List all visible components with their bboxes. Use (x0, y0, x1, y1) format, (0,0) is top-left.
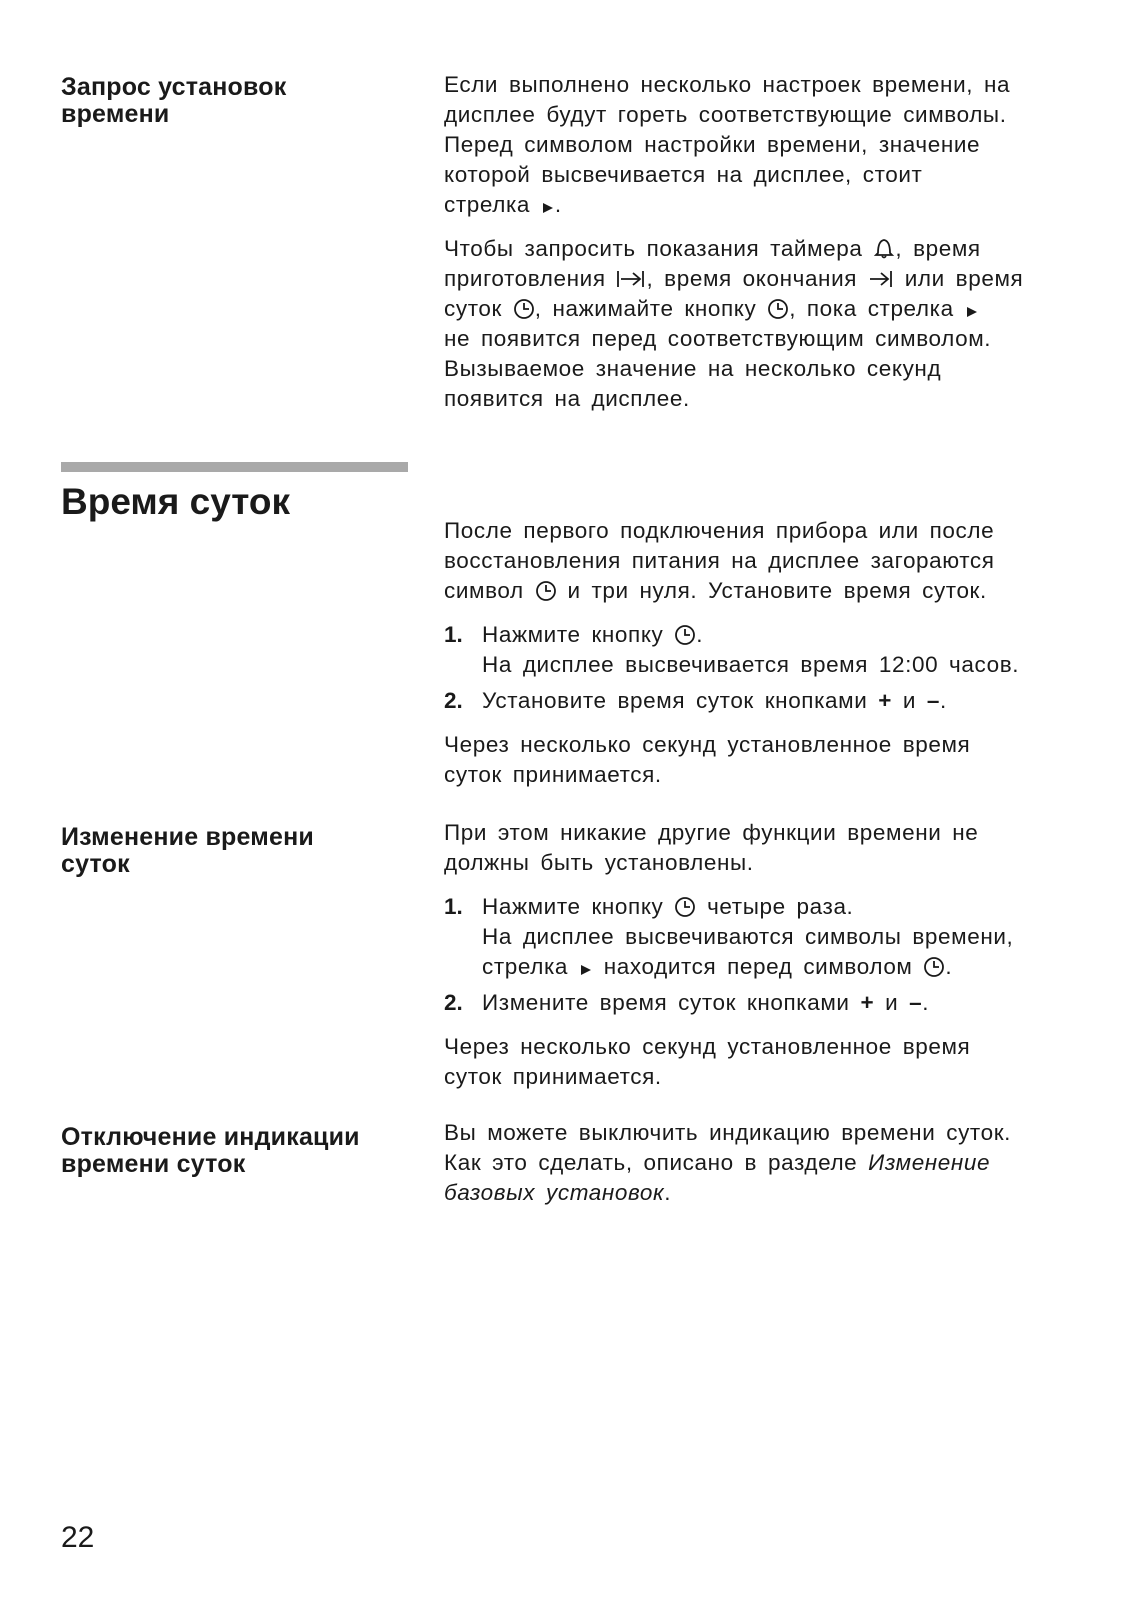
step-number: 2. (444, 990, 463, 1015)
clock-icon (535, 580, 557, 602)
step-text (482, 686, 947, 716)
text-line: Через несколько секунд установленное время (444, 1034, 971, 1059)
heading-line: времени суток (61, 1150, 246, 1178)
text-line: Установите время суток кнопками (482, 688, 868, 713)
text-line: Нажмите кнопку (482, 622, 664, 647)
clock-icon (674, 896, 696, 918)
text-line: , нажимайте кнопку (534, 296, 757, 321)
text-line: Вызываемое значение на несколько секунд (444, 356, 942, 381)
clock-icon (513, 298, 535, 320)
end-time-icon (868, 268, 894, 290)
text-line: . (664, 1180, 672, 1205)
section-change-time-body (444, 818, 1084, 1106)
text-line: На дисплее высвечиваются символы времени, (482, 924, 1014, 949)
arrow-right-icon (965, 304, 979, 320)
paragraph (444, 818, 1084, 878)
step-number: 2. (444, 688, 463, 713)
page-title: Время суток (61, 481, 291, 522)
heading-change-time (61, 824, 406, 878)
text-line: , время (895, 236, 981, 261)
text-line: . (940, 688, 947, 713)
cross-reference-link: Изменение (868, 1150, 991, 1175)
cook-time-icon (616, 268, 646, 290)
heading-line: времени (61, 100, 170, 128)
text-line: суток принимается. (444, 762, 662, 787)
step-text (482, 620, 1019, 680)
paragraph (444, 516, 1084, 606)
section-time-query-body (444, 70, 1084, 428)
step-text (482, 988, 929, 1018)
text-line: На дисплее высвечивается время 12:00 часов. (482, 652, 1020, 677)
heading-line: суток (61, 850, 130, 878)
heading-line: Запрос установок (61, 73, 287, 101)
text-line: дисплее будут гореть соответствующие символы. (444, 102, 1007, 127)
plus-symbol: + (878, 688, 892, 713)
text-line: . (945, 954, 953, 979)
text-line: стрелка (444, 192, 531, 217)
text-line: . (922, 990, 930, 1015)
section-clock-body (444, 516, 1084, 804)
step-item (444, 620, 1084, 680)
clock-icon (767, 298, 789, 320)
minus-symbol: – (926, 688, 941, 713)
bell-timer-icon (873, 236, 895, 260)
text-line: суток (444, 296, 502, 321)
text-line: приготовления (444, 266, 606, 291)
text-line: стрелка (482, 954, 569, 979)
step-item (444, 686, 1084, 716)
text-line: Вы можете выключить индикацию времени суток. (444, 1120, 1011, 1145)
text-line: Если выполнено несколько настроек времени, на (444, 72, 1011, 97)
text-line: суток принимается. (444, 1064, 662, 1089)
text-line: находится перед символом (603, 954, 913, 979)
section-title-wrapper (61, 482, 406, 522)
step-number: 1. (444, 622, 463, 647)
text-line: Чтобы запросить показания таймера (444, 236, 863, 261)
paragraph (444, 234, 1084, 414)
arrow-right-icon (541, 200, 555, 216)
text-line: Измените время суток кнопками (482, 990, 850, 1015)
text-line: Через несколько секунд установленное время (444, 732, 971, 757)
text-line: Нажмите кнопку (482, 894, 664, 919)
text-line: появится на дисплее. (444, 386, 690, 411)
text-line: . (554, 192, 562, 217)
text-line: или время (904, 266, 1024, 291)
text-line: символ (444, 578, 524, 603)
text-line: . (696, 622, 704, 647)
text-line: , пока стрелка (789, 296, 954, 321)
text-line: и три нуля. Установите время суток. (567, 578, 987, 603)
paragraph (444, 1118, 1084, 1208)
text-line: Как это сделать, описано в разделе (444, 1150, 858, 1175)
text-line: восстановления питания на дисплее загораются (444, 548, 995, 573)
text-line: четыре раза. (707, 894, 854, 919)
cross-reference-link: базовых установок (444, 1180, 665, 1205)
heading-time-query (61, 74, 406, 128)
step-text (482, 892, 1013, 982)
text-line: которой высвечивается на дисплее, стоит (444, 162, 923, 187)
paragraph (444, 70, 1084, 220)
arrow-right-icon (579, 962, 593, 978)
minus-symbol: – (909, 990, 923, 1015)
text-line: Перед символом настройки времени, значение (444, 132, 981, 157)
heading-line: Отключение индикации (61, 1123, 360, 1151)
paragraph (444, 730, 1084, 790)
heading-line: Изменение времени (61, 823, 314, 851)
text-line: и (902, 688, 917, 713)
step-item (444, 988, 1084, 1018)
text-line: должны быть установлены. (444, 850, 754, 875)
plus-symbol: + (860, 990, 875, 1015)
clock-icon (674, 624, 696, 646)
heading-disable-clock (61, 1124, 406, 1178)
section-divider (61, 462, 408, 472)
text-line: и (885, 990, 899, 1015)
text-line: При этом никакие другие функции времени не (444, 820, 979, 845)
paragraph (444, 1032, 1084, 1092)
clock-icon (923, 956, 945, 978)
text-line: , время окончания (646, 266, 858, 291)
text-line: не появится перед соответствующим символом. (444, 326, 992, 351)
step-item (444, 892, 1084, 982)
page-number: 22 (61, 1521, 95, 1554)
section-disable-clock-body (444, 1118, 1084, 1222)
text-line: После первого подключения прибора или после (444, 518, 995, 543)
step-number: 1. (444, 894, 463, 919)
